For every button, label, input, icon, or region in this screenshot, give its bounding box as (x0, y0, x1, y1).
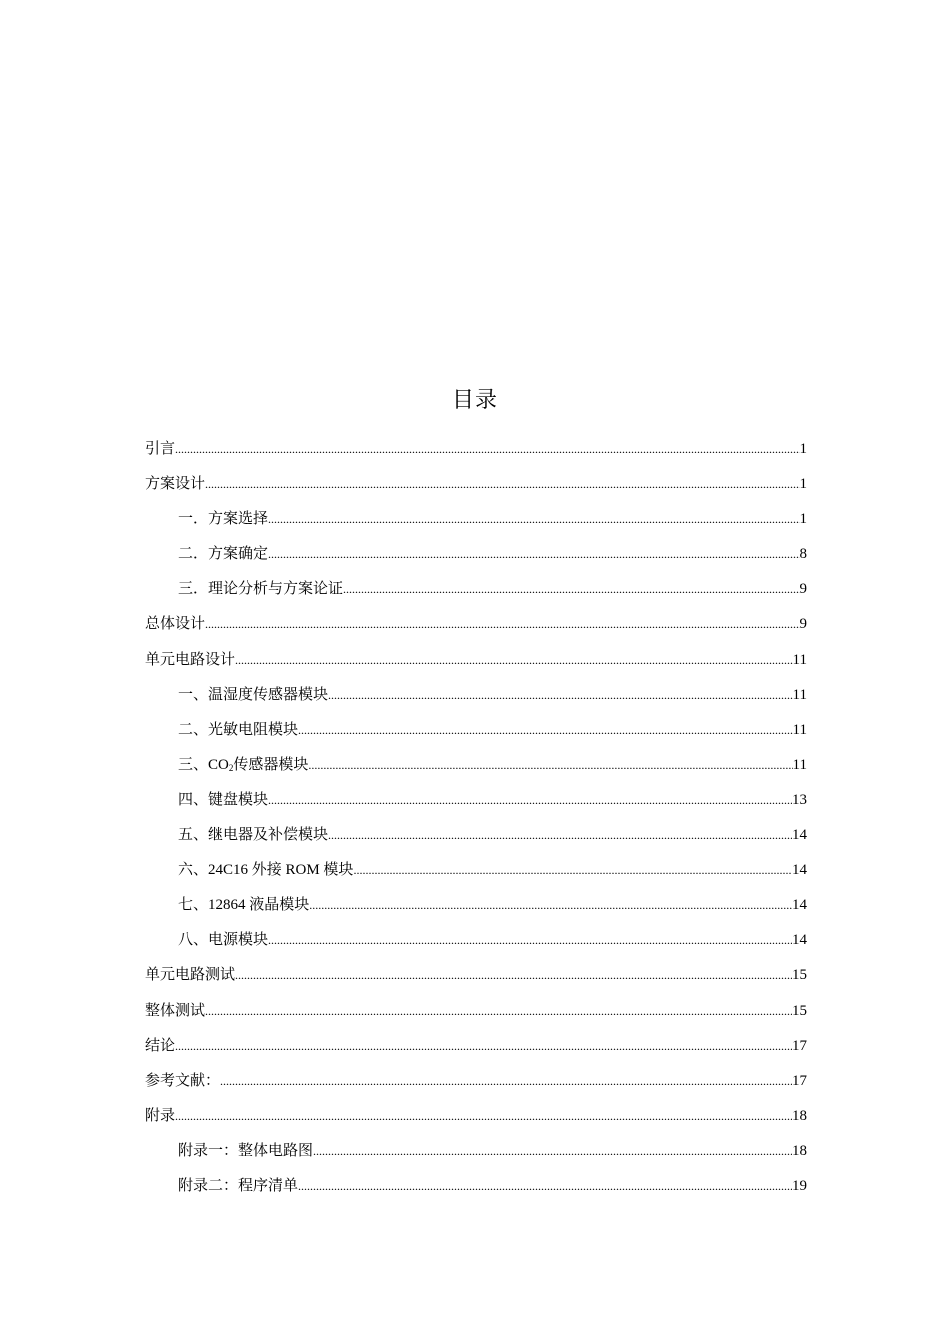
toc-entry-rom[interactable] (145, 853, 807, 888)
toc-dot-leader (268, 502, 799, 537)
toc-entry-label: 单元电路设计 (145, 651, 236, 668)
toc-entry-page: 1 (799, 511, 807, 528)
toc-entry-page: 18 (792, 1107, 807, 1124)
toc-entry-scheme-design[interactable] (145, 467, 807, 502)
toc-entry-label: 三．理论分析与方案论证 (178, 581, 344, 598)
toc-dot-leader (328, 818, 792, 853)
toc-entry-label (178, 748, 308, 783)
toc-dot-leader (268, 923, 792, 958)
toc-entry-label: 六、24C16 外接 ROM 模块 (178, 862, 354, 879)
toc-label-suffix: 传感器模块 (233, 756, 309, 773)
toc-entry-photoresistor[interactable] (145, 713, 807, 748)
toc-dot-leader (205, 607, 799, 642)
toc-dot-leader (268, 537, 799, 572)
toc-dot-leader (175, 1099, 792, 1134)
toc-entry-page: 8 (799, 546, 807, 563)
toc-entry-label: 二．方案确定 (178, 546, 269, 563)
toc-entry-unit-circuit-design[interactable] (145, 643, 807, 678)
toc-entry-label: 参考文献： (145, 1072, 221, 1089)
toc-label-prefix: 三、CO (178, 756, 229, 773)
toc-entry-references[interactable] (145, 1064, 807, 1099)
toc-dot-leader (309, 888, 792, 923)
toc-entry-page: 18 (792, 1142, 807, 1159)
toc-entry-page: 14 (792, 897, 807, 914)
toc-dot-leader (175, 432, 799, 467)
toc-entry-page: 11 (792, 756, 807, 773)
toc-entry-theory-analysis[interactable] (145, 572, 807, 607)
toc-entry-page: 9 (799, 616, 807, 633)
toc-entry-page: 11 (792, 721, 807, 738)
toc-entry-label: 一．方案选择 (178, 511, 269, 528)
toc-entry-overall-design[interactable] (145, 607, 807, 642)
toc-entry-lcd[interactable] (145, 888, 807, 923)
toc-entry-label: 单元电路测试 (145, 967, 236, 984)
toc-dot-leader (298, 713, 793, 748)
toc-title: 目录 (451, 387, 498, 412)
toc-entry-appendix-program[interactable] (145, 1169, 807, 1204)
toc-entry-page: 17 (792, 1037, 807, 1054)
toc-entry-appendix-circuit[interactable] (145, 1134, 807, 1169)
toc-entry-co2-sensor[interactable] (145, 748, 807, 783)
toc-entry-label: 总体设计 (145, 616, 206, 633)
toc-dot-leader (313, 1134, 792, 1169)
toc-dot-leader (235, 643, 793, 678)
toc-entry-keyboard[interactable] (145, 783, 807, 818)
toc-entry-label: 结论 (145, 1037, 176, 1054)
toc-entry-page: 19 (792, 1177, 807, 1194)
toc-dot-leader (353, 853, 792, 888)
toc-entry-page: 15 (792, 967, 807, 984)
toc-entry-humidity-sensor[interactable] (145, 678, 807, 713)
toc-dot-leader (298, 1169, 792, 1204)
toc-entry-label: 整体测试 (145, 1002, 206, 1019)
toc-entry-label: 七、12864 液晶模块 (178, 897, 310, 914)
toc-entry-unit-circuit-test[interactable] (145, 958, 807, 993)
subscript-2: 2 (228, 762, 234, 773)
toc-dot-leader (205, 994, 792, 1029)
toc-entry-page: 15 (792, 1002, 807, 1019)
toc-entry-page: 14 (792, 827, 807, 844)
toc-entry-page: 17 (792, 1072, 807, 1089)
toc-dot-leader (343, 572, 799, 607)
toc-entry-power-supply[interactable] (145, 923, 807, 958)
toc-dot-leader (205, 467, 799, 502)
toc-entry-label: 一、温湿度传感器模块 (178, 686, 329, 703)
toc-entry-scheme-selection[interactable] (145, 502, 807, 537)
toc-entry-scheme-confirmation[interactable] (145, 537, 807, 572)
toc-entry-label: 四、键盘模块 (178, 791, 269, 808)
toc-dot-leader (328, 678, 793, 713)
toc-entry-label: 八、电源模块 (178, 932, 269, 949)
toc-entry-label: 附录 (145, 1107, 176, 1124)
toc-entry-relay[interactable] (145, 818, 807, 853)
toc-entry-overall-test[interactable] (145, 994, 807, 1029)
toc-entry-label: 引言 (145, 441, 176, 457)
toc-entry-page: 14 (792, 932, 807, 949)
toc-entry-page: 1 (799, 441, 807, 457)
toc-dot-leader (220, 1064, 792, 1099)
toc-entry-label: 二、光敏电阻模块 (178, 721, 299, 738)
toc-entry-page: 9 (799, 581, 807, 598)
toc-entry-conclusion[interactable] (145, 1029, 807, 1064)
toc-entry-appendix[interactable] (145, 1099, 807, 1134)
toc-entry-label: 方案设计 (145, 476, 206, 493)
toc-entry-label: 附录一：整体电路图 (178, 1142, 314, 1159)
toc-entry-introduction[interactable] (145, 432, 807, 467)
toc-dot-leader (268, 783, 792, 818)
toc-dot-leader (235, 958, 792, 993)
toc-entry-label: 附录二：程序清单 (178, 1177, 299, 1194)
toc-entry-page: 14 (792, 862, 807, 879)
toc-entry-page: 11 (792, 651, 807, 668)
toc-entry-label: 五、继电器及补偿模块 (178, 827, 329, 844)
toc-entry-page: 11 (792, 686, 807, 703)
toc-entry-page: 13 (792, 791, 807, 808)
table-of-contents (145, 432, 807, 1204)
toc-entry-page: 1 (799, 476, 807, 493)
toc-dot-leader (175, 1029, 792, 1064)
toc-dot-leader (308, 748, 792, 783)
